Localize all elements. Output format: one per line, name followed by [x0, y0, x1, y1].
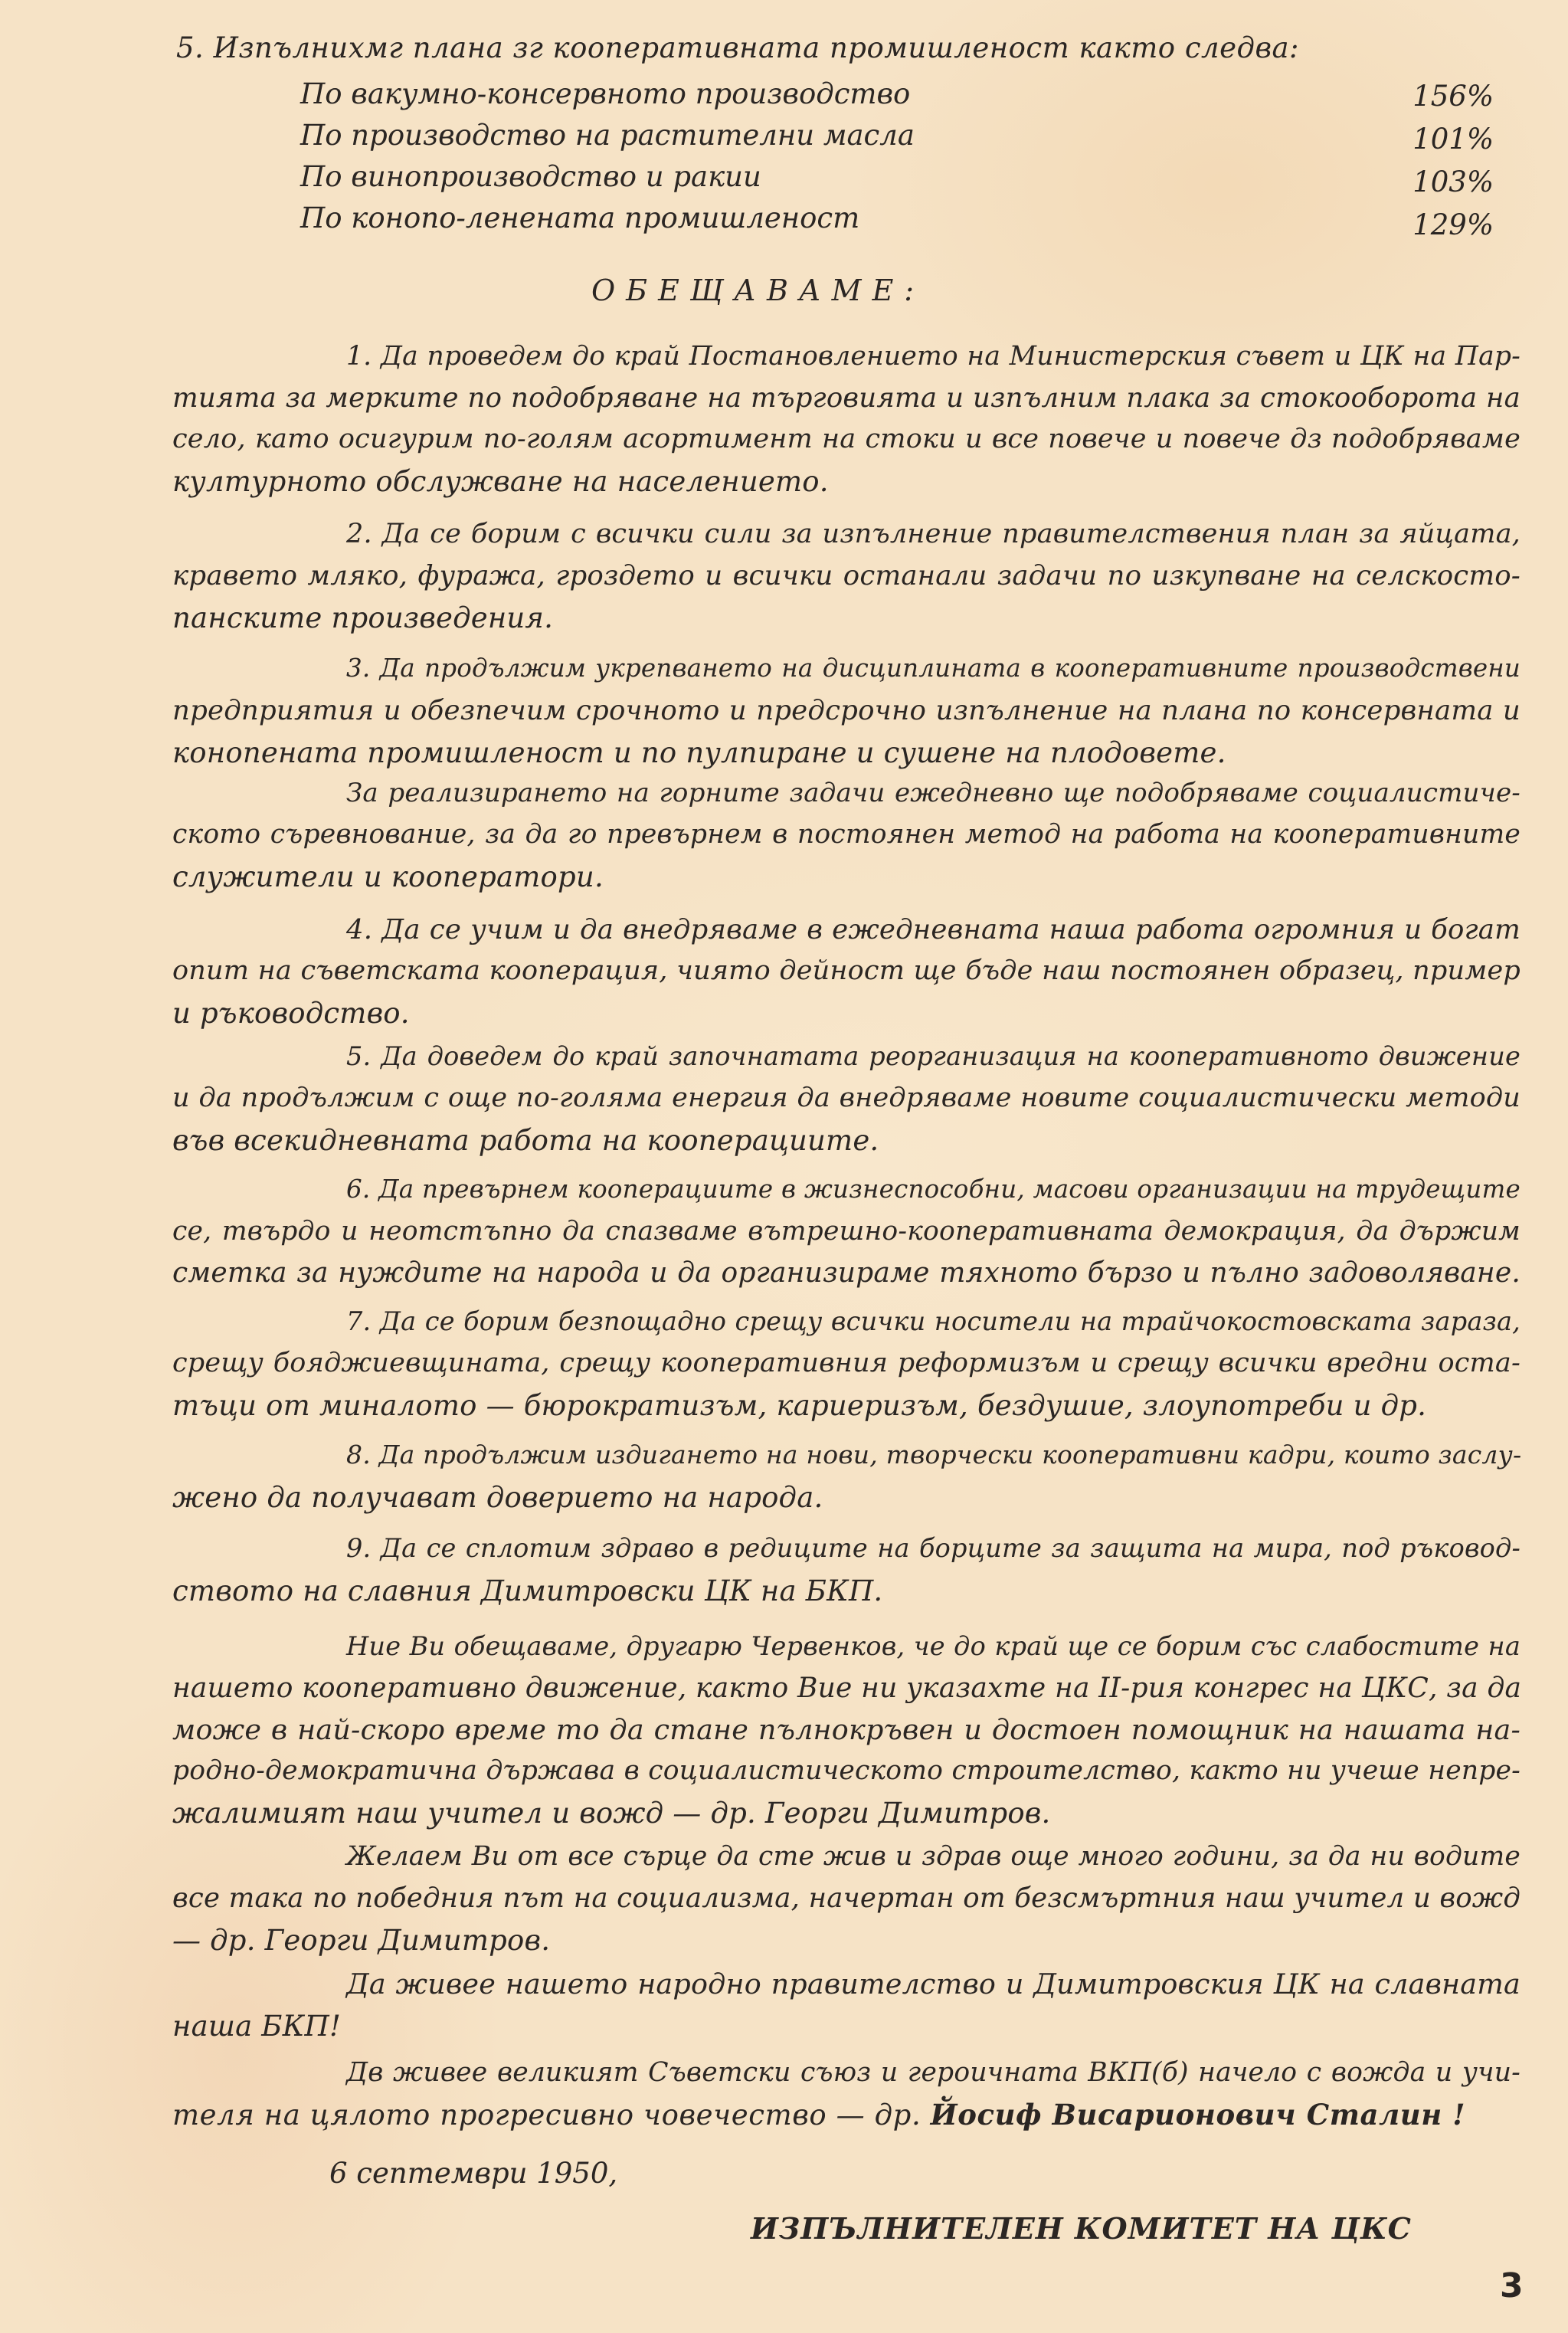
plan-item-value: 156% — [1413, 80, 1494, 113]
paragraph-line: жено да получават доверието на народа. — [172, 1481, 823, 1514]
paragraph-line: културното обслужване на населението. — [172, 465, 829, 498]
paragraph-line: наша БКП! — [172, 2010, 342, 2043]
paragraph-line: 2. Да се борим с всички сили за изпълнение правителствения план за яйцата, — [346, 519, 1521, 549]
paragraph-line: сметка за нуждите на народа и да организираме тяхното бързо и пълно задоволяване. — [172, 1257, 1521, 1289]
paragraph-line: 1. Да проведем до край Постановлението на Министерския съвет и ЦК на Пар- — [346, 341, 1521, 372]
paragraph-line: срещу бояджиевщината, срещу кооперативния реформизъм и срещу всички вредни оста- — [172, 1348, 1521, 1378]
paragraph-line: 7. Да се борим безпощадно срещу всички носители на трайчокостовската зараза, — [346, 1306, 1521, 1336]
paragraph-line: тъци от миналото — бюрократизъм, кариеризъм, бездушие, злоупотреби и др. — [172, 1389, 1427, 1422]
document-date: 6 септември 1950, — [329, 2157, 618, 2190]
plan-item-value: 103% — [1413, 165, 1494, 198]
paragraph-line: тията за мерките по подобряване на търговията и изпълним плака за стокооборота на — [172, 382, 1521, 414]
paragraph-line: може в най-скоро време то да стане пълнокръвен и достоен помощник на нашата на- — [172, 1713, 1521, 1746]
plan-item-value: 129% — [1413, 208, 1494, 241]
section-heading: ОБЕЩАВАМЕ: — [591, 274, 925, 307]
plan-item-label: По производство на растителни масла — [300, 119, 915, 152]
paragraph-line: се, твърдо и неотстъпно да спазваме вътрешно-кооперативната демокрация, да държим — [172, 1216, 1521, 1247]
paragraph-line: Да живее нашето народно правителство и Димитровския ЦК на славната — [346, 1968, 1521, 2000]
stalin-name: Йосиф Висарионович Сталин ! — [930, 2098, 1466, 2131]
paragraph-line: За реализирането на горните задачи ежедневно ще подобряваме социалистиче- — [346, 778, 1521, 808]
paragraph-line: все така по победния път на социализма, начертан от безсмъртния наш учител и вожд — [172, 1882, 1521, 1914]
paragraph-line: Желаем Ви от все сърце да сте жив и здрав още много години, за да ни водите — [346, 1841, 1521, 1872]
paragraph-line: — др. Георги Димитров. — [172, 1924, 551, 1957]
signature-committee: ИЗПЪЛНИТЕЛЕН КОМИТЕТ НА ЦКС — [751, 2211, 1412, 2246]
paragraph-line-text: теля на цялото прогресивно човечество — др. — [172, 2099, 931, 2131]
paragraph-line: село, като осигурим по-голям асортимент на стоки и все повече и повече дз подобряваме — [172, 424, 1521, 454]
paragraph-line: панските произведения. — [172, 601, 554, 634]
paragraph-line: Дв живее великият Съветски съюз и героичната ВКП(б) начело с вожда и учи- — [346, 2057, 1521, 2088]
paragraph-line: 4. Да се учим и да внедряваме в ежедневната наша работа огромния и богат — [346, 914, 1521, 945]
paragraph-line: Ние Ви обещаваме, другарю Червенков, че до край ще се борим със слабостите на — [346, 1631, 1521, 1661]
paragraph-line: опит на съветската кооперация, чиято дейност ще бъде наш постоянен образец, пример — [172, 955, 1521, 986]
paragraph-line: и да продължим с още по-голяма енергия да внедряваме новите социалистически методи — [172, 1083, 1521, 1113]
paragraph-line: ското съревнование, за да го превърнем в постоянен метод на работа на кооперативните — [172, 819, 1521, 850]
page-number: 3 — [1500, 2266, 1524, 2305]
paragraph-line-final — [172, 2098, 1466, 2131]
plan-item-value: 101% — [1413, 123, 1494, 156]
plan-item-label: По винопроизводство и ракии — [300, 160, 761, 193]
paragraph-line: 8. Да продължим издигането на нови, творчески кооперативни кадри, които заслу- — [346, 1440, 1522, 1470]
plan-item-label: По вакумно-консервното производство — [300, 77, 911, 110]
paragraph-line: нашето кооперативно движение, както Вие ни указахте на II-рия конгрес на ЦКС, за да — [172, 1673, 1522, 1704]
paragraph-line: жалимият наш учител и вожд — др. Георги Димитров. — [172, 1797, 1051, 1830]
paragraph-line: във всекидневната работа на кооперациите. — [172, 1124, 879, 1157]
paragraph-line: и ръководство. — [172, 997, 410, 1030]
paragraph-line: служители и кооператори. — [172, 860, 604, 893]
paragraph-line: 6. Да превърнем кооперациите в жизнеспособни, масови организации на трудещите — [346, 1175, 1521, 1204]
paragraph-line: конопената промишленост и по пулпиране и сушене на плодовете. — [172, 736, 1226, 769]
paragraph-line: 5. Да доведем до край започнатата реорганизация на кооперативното движение — [346, 1041, 1521, 1071]
paragraph-line: предприятия и обезпечим срочното и предсрочно изпълнение на плана по консервната и — [172, 695, 1521, 726]
plan-item-label: По конопо-ленената промишленост — [300, 202, 860, 234]
paragraph-line: 9. Да се сплотим здраво в редиците на борците за защита на мира, под ръковод- — [346, 1533, 1521, 1563]
paragraph-line: ството на славния Димитровски ЦК на БКП. — [172, 1574, 883, 1607]
paragraph-line: 3. Да продължим укрепването на дисциплината в кооперативните производствени — [346, 654, 1521, 683]
paragraph-line: кравето мляко, фуража, гроздето и всички останали задачи по изкупване на селскосто- — [172, 560, 1521, 591]
paragraph-line: родно-демократична държава в социалистическото строителство, както ни учеше непре- — [172, 1755, 1521, 1786]
plan-intro: 5. Изпълнихмг плана зг кооперативната промишленост както следва: — [176, 31, 1300, 64]
